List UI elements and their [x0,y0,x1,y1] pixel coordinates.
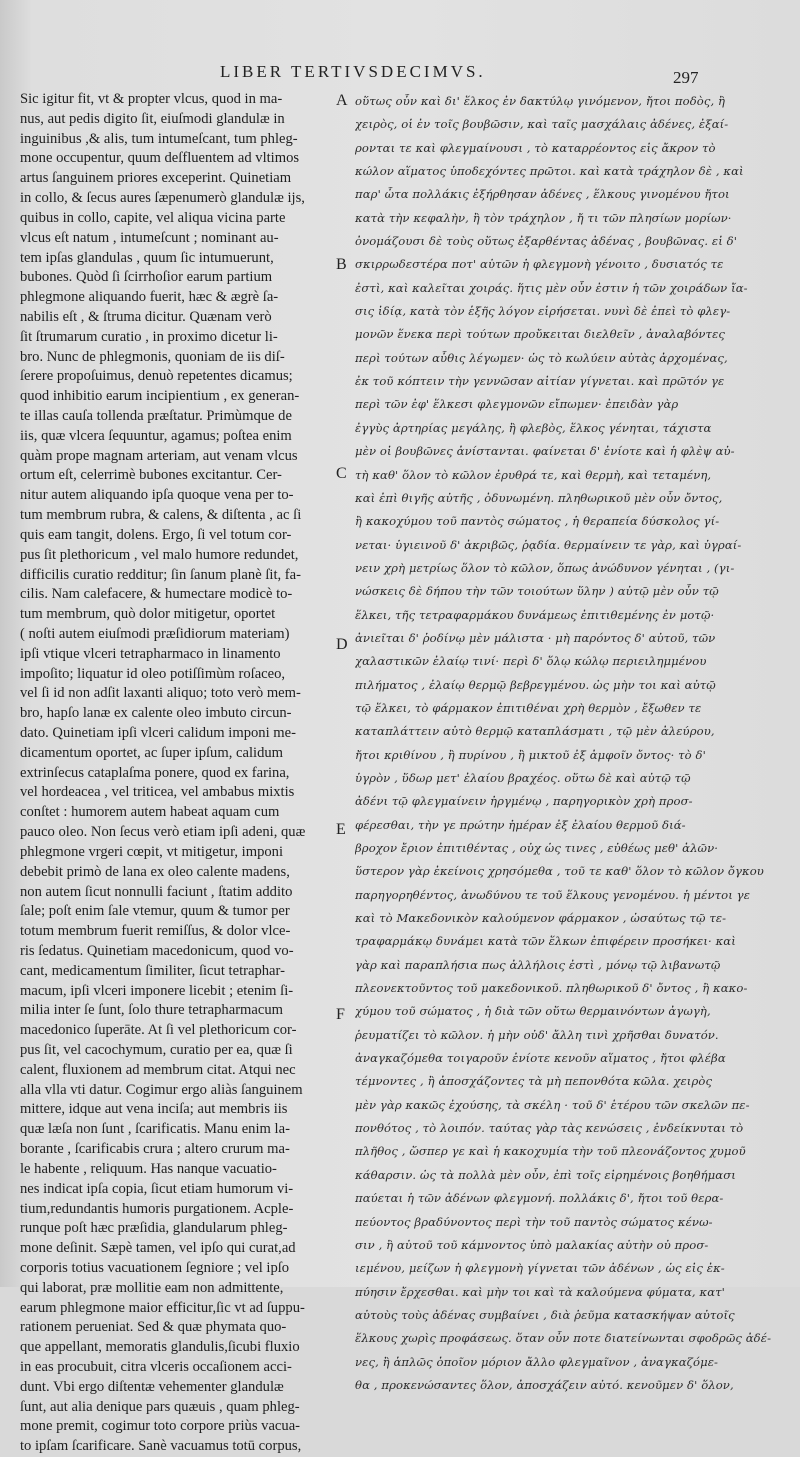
margin-letter-f: F [336,1006,345,1023]
greek-text-line: ἐστὶ, καὶ καλεῖται χοιράς. ἥτις μὲν οὖν ἐστιν ἡ τῶν χοιράδων ἴα- [355,280,748,295]
latin-text-line: earum phlegmone maior efficitur,ſic vt ad ſuppu- [20,1299,305,1316]
latin-text-line: nes indicat ipſa copia, ſicut etiam humorum vi- [20,1180,294,1197]
latin-text-line: dunt. Vbi ergo diſtentæ vehementer glandulæ [20,1378,284,1395]
latin-text-line: quæ læſa non ſunt , ſcarificatis. Manu enim la- [20,1121,290,1138]
latin-text-line: quàm prope magnam arteriam, aut venam vlcus [20,447,298,464]
greek-text-line: τέμνοντες , ἢ ἀποσχάζοντες τὰ μὴ πεπονθότα κῶλα. χειρὸς [355,1074,713,1089]
margin-letter-e: E [336,821,346,838]
greek-text-line: νώσκεις δὲ δήπου τὴν τῶν τοιούτων ὕλην ) αὐτῷ μὲν οὖν τῷ [355,584,719,599]
greek-column [355,90,780,1397]
greek-text-line: πύησιν ἔρχεσθαι. καὶ μὴν τοι καὶ τὰ καλούμενα φύματα, κατ' [355,1284,725,1299]
latin-text-line: in eas procubuit, citra vlceris occaſionem acci- [20,1359,292,1375]
latin-text-line: bro. Nunc de phlegmonis, quoniam de iis diſ- [20,348,285,365]
latin-text-line: corporis totius vacuationem ſegniore ; vel ipſo [20,1259,290,1276]
greek-text-line: ρονται τε καὶ φλεγμαίνουσι , τὸ καταρρέοντος εἰς ἄκρον τὸ [355,140,716,155]
latin-text-line: impoſito; liquatur id oleo potiſſimùm roſaceo, [20,665,286,682]
greek-text-line: φέρεσθαι, τὴν γε πρώτην ἡμέραν ἐξ ἐλαίου θερμοῦ διά- [355,817,686,832]
greek-text-line: καὶ ἐπὶ θιγῆς αὐτῆς , ὀδυνωμένη. πληθωρικοῦ μὲν οὖν ὄντος, [355,490,723,505]
greek-text-line: οὕτως οὖν καὶ δι' ἕλκος ἐν δακτύλῳ γινόμενον, ἤτοι ποδὸς, ἢ [355,94,726,108]
latin-text-line: tum membrum rubra, & calens, & diſtenta , ac ſi [20,507,302,524]
greek-text-line: παρ' ὦτα πολλάκις ἐξήρθησαν ἀδένες , ἕλκους γινομένου ἤτοι [355,187,730,202]
margin-letter-a: A [336,92,348,109]
latin-text-line: ipſi vtique vlceri tetrapharmaco in linamento [20,645,281,662]
latin-text-line: qui laborat, præ mollitie eam non admittente, [20,1279,284,1296]
latin-text-line: mone deſinit. Sæpè tamen, vel ipſo qui curat,ad [20,1240,296,1257]
latin-text-line: conſtet : humorem autem habeat aquam cum [20,804,280,821]
latin-text-line: cilis. Nam calefacere, & humectare modicè to- [20,586,293,603]
latin-text-line: tem ipſas glandulas , quum ſic intumuerunt, [20,249,274,266]
latin-text-line: milia inter ſe ſunt, ſolo thure tetrapharmacum [20,1002,284,1019]
greek-text-line: κάθαρσιν. ὡς τὰ πολλὰ μὲν οὖν, ἐπὶ τοῖς εἰρημένοις βοηθήμασι [355,1167,736,1182]
greek-text-line: πιλήματος , ἐλαίῳ θερμῷ βεβρεγμένου. ὡς μὴν τοι καὶ αὐτῷ [355,677,716,692]
latin-text-line: nus, aut pedis digito ſit, eiuſmodi glandulæ in [20,110,285,127]
latin-text-line: le habente , reliquum. Has nanque vacuatio- [20,1160,277,1177]
latin-text-line: mittere, idque aut vena inciſa; aut membris iis [20,1101,288,1118]
greek-text-line: θα , προκενώσαντες ὅλον, ἀποσχάζειν αὐτό. κενοῦμεν δ' ὅλον, [355,1377,734,1392]
greek-text-line: αὐτοὺς τοὺς ἀδένας συμβαίνει , διὰ ῥεῦμα κατασκήψαν αὐτοῖς [355,1307,735,1322]
greek-text-line: ὀνομάζουσι δὲ τοὺς οὕτως ἐξαρθέντας ἀδένας , βουβῶνας. εἰ δ' [355,234,738,249]
latin-text-line: totum membrum fuerit remiſſus, & dolor vlce- [20,923,291,940]
greek-text-line: ὑγρὸν , ὕδωρ μετ' ἐλαίου βραχέος. οὕτω δὲ καὶ αὐτῷ τῷ [355,770,691,785]
greek-text-line: χύμου τοῦ σώματος , ἡ διὰ τῶν οὕτω θερμαινόντων ἀγωγὴ, [355,1004,711,1019]
greek-text-line: χειρὸς, οἱ ἐν τοῖς βουβῶσιν, καὶ ταῖς μασχάλαις ἀδένες, ἐξαί- [355,117,729,132]
latin-text-line: Sic igitur fit, vt & propter vlcus, quod in ma- [20,91,283,107]
greek-text-line: γὰρ καὶ παραπλήσια πως ἀλλήλοις ἐστὶ , μόνῳ τῷ λιβανωτῷ [355,957,721,972]
greek-text-line: πεύοντος βραδύνοντος περὶ τὴν τοῦ παντὸς σώματος κένω- [355,1214,713,1229]
latin-text-line: tum membrum, quò dolor mitigetur, oportet [20,606,276,623]
latin-text-line: bro, hapſo lanæ ex calente oleo imbuto circun- [20,705,292,722]
greek-text-line: ἀναγκαζόμεθα τοιγαροῦν ἐνίοτε κενοῦν αἵματος , ἤτοι φλέβα [355,1051,726,1066]
greek-text-line: χαλαστικῶν ἐλαίῳ τινί· περὶ δ' ὅλῳ κώλῳ περιειλημμένου [355,654,707,669]
latin-text-line: cant, medicamentum ſimiliter, ſicut tetraphar- [20,962,285,979]
page-number: 297 [673,68,699,87]
greek-text-line: ἕλκους χωρὶς προφάσεως. ὅταν οὖν ποτε διατείνωνται σφοδρῶς ἀδέ- [355,1331,772,1346]
latin-text-line: pauco oleo. Non ſecus verò etiam ipſi adeni, quæ [20,824,306,841]
latin-text-line: nitur autem aliquando ipſa quoque vena per to- [20,487,294,504]
greek-text-line: καὶ τὸ Μακεδονικὸν καλούμενον φάρμακον , ὡσαύτως τῷ τε- [355,911,727,926]
greek-text-line: κατὰ τὴν κεφαλὴν, ἢ τὸν τράχηλον , ἤ τι τῶν πλησίων μορίων· [355,210,732,225]
latin-text-line: alla vlla vti datur. Cogimur ergo aliàs ſanguinem [20,1081,303,1098]
latin-text-line: inguinibus ,& alis, tum intumeſcant, tum phleg- [20,130,298,147]
latin-text-line: que appellant, memoratis glandulis,ſicubi fluxio [20,1339,300,1356]
latin-text-line: te illas cauſa tollenda præſtatur. Primùmque de [20,408,292,424]
latin-text-line: bubones. Quòd ſi ſcirrhoſior earum partium [20,269,273,286]
latin-text-line: calent, fluxionem ad membrum citat. Atqui nec [20,1061,296,1078]
latin-text-line: macum, ipſi vlceri imponere licebit ; etenim ſi- [20,982,294,999]
latin-text-line: rationem perueniat. Sed & quæ phymata quo- [20,1319,287,1336]
margin-letter-d: D [336,636,348,653]
greek-text-line: ὕστερον γὰρ ἐκείνοις χρησόμεθα , τοῦ τε καθ' ὅλον τὸ κῶλον ὄγκου [355,864,764,879]
latin-text-line: pus ſit plethoricum , vel malo humore redundet, [20,546,299,563]
greek-text-line: μονῶν ἕνεκα περὶ τούτων προὔκειται διελθεῖν , ἀναλαβόντες [355,327,725,342]
greek-text-line: πονθότος , τὸ λοιπόν. ταύτας γὰρ τὰς κενώσεις , ἐνδείκνυται τὸ [355,1121,744,1136]
latin-text-line: extrinſecus cataplaſma ponere, quod ex farina, [20,764,290,781]
greek-text-line: σκιρρωδεστέρα ποτ' αὐτῶν ἡ φλεγμονὴ γένοιτο , δυσιατός τε [355,257,724,272]
latin-text-line: iis, quæ vlcera ſequuntur, agamus; poſtea enim [20,427,292,444]
latin-text-line: mone premit, cogimur toto corpore priùs vacua- [20,1418,301,1435]
latin-text-line: macedonico ſuperāte. At ſi vel plethoricum cor- [20,1022,297,1039]
latin-text-line: artus ſanguinem priores exceperint. Quinetiam [20,170,292,187]
greek-text-line: νες, ἢ ἁπλῶς ὁποῖον μόριον ἄλλο φλεγμαῖνον , ἀναγκαζόμε- [355,1354,719,1369]
greek-text-line: ἀνιεῖται δ' ῥοδίνῳ μὲν μάλιστα · μὴ παρόντος δ' αὐτοῦ, τῶν [355,630,716,645]
latin-text-line: phlegmone vrgeri cœpit, vt mitigetur, imponi [20,843,284,860]
latin-text-line: dato. Quinetiam ipſi vlceri calidum imponi me- [20,725,296,741]
latin-text-line: non autem ſicut nonnulli faciunt , ſtatim addito [20,883,293,900]
latin-text-line: difficilis curatio redditur; ſin ſanum planè ſit, fa- [20,566,301,583]
latin-text-line: runque poſt hæc præſidia, glandularum phleg- [20,1220,288,1237]
greek-text-line: πλεονεκτοῦντος τοῦ μακεδονικοῦ. πληθωρικοῦ δ' ὄντος , ἢ κακο- [355,981,748,996]
latin-text-line: vel ſi id non adſit laxanti aliquo; toto verò mem- [20,685,301,702]
latin-text-line: debebit primò de lana ex oleo calente madens, [20,863,290,880]
greek-text-line: σις ἰδίᾳ, κατὰ τὸν ἑξῆς λόγον εἰρήσεται. νυνὶ δὲ ἐπεὶ τὸ φλεγ- [355,304,731,319]
greek-text-line: τὴ καθ' ὅλον τὸ κῶλον ἐρυθρά τε, καὶ θερμὴ, καὶ τεταμένη, [355,467,712,482]
greek-text-line: καταπλάττειν αὐτὸ θερμῷ καταπλάσματι , τῷ μὲν ἀλεύρου, [355,724,715,739]
latin-text-line: borante , ſcarificabis crura ; altero crurum ma- [20,1141,290,1158]
latin-text-line: ris ſedatus. Quinetiam macedonicum, quod vo- [20,942,294,959]
greek-text-line: ῥευματίζει τὸ κῶλον. ἡ μὴν οὐδ' ἄλλη τινὶ χρῆσθαι δυνατόν. [355,1027,719,1042]
greek-text-line: περὶ τούτων αὖθις λέγωμεν· ὡς τὸ κωλύειν αὐτὰς ἀρχομένας, [355,350,728,365]
greek-text-line: μὲν γὰρ κακῶς ἐχούσης, τὰ σκέλη · τοῦ δ' ἑτέρου τῶν σκελῶν πε- [355,1097,750,1112]
latin-text-line: nabilis eſt , & ſtruma dicitur. Quænam verò [20,308,272,325]
margin-letter-c: C [336,465,347,482]
latin-text-line: ſit ſtrumarum curatio , in proximo dicetur li- [20,328,278,345]
latin-text-line: phlegmone aliquando fuerit, hæc & ægrè ſa- [20,289,279,306]
greek-text-line: νεται· ὑγιεινοῦ δ' ἀκριβῶς, ῥᾳδία. θερμαίνειν τε γὰρ, καὶ ὑγραί- [355,537,742,552]
greek-text-line: ἤτοι κριθίνου , ἢ πυρίνου , ἢ μικτοῦ ἐξ ἀμφοῖν ὄντος· τὸ δ' [355,747,706,762]
greek-text-line: ἐγγὺς ἀρτηρίας μεγάλης, ἢ φλεβὸς, ἕλκος γένηται, τάχιστα [355,420,712,435]
greek-text-line: τῷ ἕλκει, τὸ φάρμακον ἐπιτιθέναι χρὴ θερμὸν , ἔξωθεν τε [355,700,702,715]
latin-text-line: ortum eſt, celerrimè bubones excitantur. Cer- [20,467,282,484]
latin-text-line: tium,redundantis humoris purgationem. Acple- [20,1200,294,1217]
latin-text-line: ( noſti autem eiuſmodi præſidiorum materiam) [20,625,290,642]
greek-text-line: ἢ κακοχύμου τοῦ παντὸς σώματος , ἡ θεραπεία δύσκολος γί- [355,514,720,529]
latin-text-line: in collo, & ſecus aures ſæpenumerò glandulæ ijs, [20,190,305,207]
latin-text-line: dicamentum oportet, ac ſuper ipſum, calidum [20,744,284,761]
latin-text-line: ſale; poſt enim ſale vtemur, quum & tumor per [20,903,290,920]
latin-text-line: vlcus eſt natum , intumeſcunt ; nominant au- [20,229,279,246]
greek-text-line: ἀδένι τῷ φλεγμαίνειν ἠργμένῳ , παρηγορικὸν χρὴ προσ- [355,794,693,809]
latin-text-line: quod inhibitio earum incipientium , ex generan- [20,388,300,405]
margin-letter-b: B [336,256,347,273]
greek-text-line: ἕλκει, τῆς τετραφαρμάκου δυνάμεως ἐπιτιθεμένης ἐν μοτῷ· [355,607,715,622]
greek-text-line: βροχον ἔριον ἐπιτιθέντας , οὐχ ὡς τινες , εὐθέως μεθ' ἁλῶν· [355,841,719,855]
latin-text-line: to ipſam ſcarificare. Sanè vacuamus totū corpus, [20,1438,302,1455]
greek-text-line: τραφαρμάκῳ δυνάμει κατὰ τῶν ἕλκων ἐπιφέρειν προσήκει· καὶ [355,934,736,949]
latin-text-line: vel hordeacea , vel triticea, vel ambabus mixtis [20,784,295,801]
greek-text-line: μὲν οἱ βουβῶνες ἀνίστανται. φαίνεται δ' ἐνίοτε καὶ ἡ φλὲψ αὐ- [355,444,735,459]
latin-column [20,90,338,1457]
greek-text-line: νειν χρὴ μετρίως ὅλον τὸ κῶλον, ὅπως ἀνώδυνον γένηται , (γι- [355,560,735,575]
greek-text-line: παρηγορηθέντος, ἀνωδύνου τε τοῦ ἕλκους γενομένου. ἡ μέντοι γε [355,887,751,902]
latin-text-line: quibus in collo, capite, vel aliqua vicina parte [20,209,286,226]
greek-text-line: ιεμένου, μείζων ἡ φλεγμονὴ γίγνεται τῶν ἀδένων , ὡς εἰς ἐκ- [355,1261,725,1276]
greek-text-line: σιν , ἢ αὐτοῦ τοῦ κάμνοντος ὑπὸ μαλακίας αὐτὴν οὐ προσ- [355,1237,709,1252]
latin-text-line: mone occupentur, quum deſfluentem ad vltimos [20,150,300,167]
greek-text-line: περὶ τῶν ἐφ' ἕλκεσι φλεγμονῶν εἴπωμεν· ἐπειδὰν γὰρ [355,397,679,412]
greek-text-line: παύεται ἡ τῶν ἀδένων φλεγμονή. πολλάκις δ', ἤτοι τοῦ θερα- [355,1191,724,1206]
latin-text-line: quis eam tangit, dolens. Ergo, ſi vel totum cor- [20,526,292,543]
greek-text-line: κώλον αἵματος ὑποδεχόντες πρῶτοι. καὶ κατὰ τράχηλον δὲ , καὶ [355,164,744,179]
latin-text-line: pus ſit, vel cacochymum, curatio per ea, quæ ſi [20,1042,293,1058]
running-head: LIBER TERTIVSDECIMVS. [220,62,486,81]
latin-text-line: ſunt, aut alia denique pars quæuis , quam phleg- [20,1398,300,1415]
greek-text-line: πλῆθος , ὥσπερ γε καὶ ἡ κακοχυμία τὴν τοῦ πλεονάζοντος χυμοῦ [355,1144,746,1159]
latin-text-line: ſerere propoſuimus, denuò repetentes dicamus; [20,368,293,385]
greek-text-line: ἐκ τοῦ κόπτειν τὴν γεννῶσαν αἰτίαν γίγνεται. καὶ πρῶτόν γε [355,374,725,389]
